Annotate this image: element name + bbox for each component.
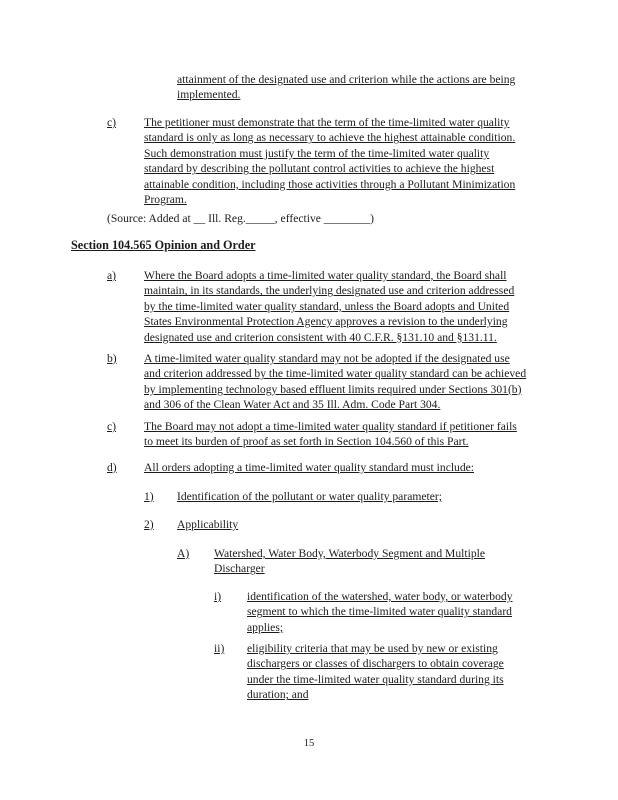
page-number: 15: [303, 738, 315, 749]
text-line: The petitioner must demonstrate that the term of the time-limited water quality: [144, 116, 510, 129]
text-line: under the time-limited water quality standard during its: [247, 672, 504, 686]
text-line: The Board may not adopt a time-limited water quality standard if petitioner fails: [144, 420, 517, 433]
text-line: States Environmental Protection Agency approves a revision to the underlying: [144, 315, 508, 329]
text-line: eligibility criteria that may be used by new or existing: [247, 642, 498, 655]
text-line: designated use and criterion consistent with 40 C.F.R. §131.10 and §131.11.: [144, 330, 497, 344]
continuation-text: [177, 72, 515, 103]
text-line: implemented.: [177, 88, 241, 102]
text-line: by implementing technology based effluent limits required under Sections 301(b): [144, 382, 522, 396]
item-d-label: d): [107, 461, 117, 474]
item-c-text: [144, 419, 517, 450]
text-line: to meet its burden of proof as set forth in Section 104.560 of this Part.: [144, 435, 469, 449]
text-line: identification of the watershed, water body, or waterbody: [247, 590, 513, 603]
para-c-text: [144, 115, 515, 207]
text-line: segment to which the time-limited water quality standard: [247, 605, 512, 619]
item-b-text: [144, 351, 526, 413]
section-heading: Section 104.565 Opinion and Order: [71, 238, 256, 252]
item-a-text: [144, 268, 514, 345]
item-c-label: c): [107, 420, 117, 433]
sub-1-text: Identification of the pollutant or water quality parameter;: [177, 490, 442, 503]
sub-a-text: [214, 546, 485, 577]
sub-i-text: [247, 589, 513, 635]
text-line: Where the Board adopts a time-limited water quality standard, the Board shall: [144, 269, 507, 282]
text-line: by the time-limited water quality standard, unless the Board adopts and United: [144, 299, 510, 313]
text-line: and criterion addressed by the time-limited water quality standard can be achieved: [144, 367, 527, 381]
sub-ii-label: ii): [214, 642, 225, 655]
sub-i-label: i): [214, 590, 222, 603]
item-a-label: a): [107, 269, 117, 282]
sub-2-label: 2): [144, 518, 154, 531]
text-line: maintain, in its standards, the underlying designated use and criterion addressed: [144, 284, 515, 298]
text-line: attainable condition, including those activities through a Pollutant Minimization: [144, 177, 516, 191]
text-line: Program.: [144, 193, 187, 207]
sub-1-label: 1): [144, 490, 154, 503]
text-line: A time-limited water quality standard may not be adopted if the designated use: [144, 352, 510, 365]
item-b-label: b): [107, 352, 117, 365]
sub-2-text: Applicability: [177, 518, 239, 531]
sub-a-label: A): [177, 547, 190, 560]
text-line: duration; and: [247, 688, 309, 702]
text-line: attainment of the designated use and criterion while the actions are being: [177, 73, 516, 86]
text-line: standard by describing the pollutant control activities to achieve the highest: [144, 162, 495, 176]
text-line: dischargers or classes of dischargers to obtain coverage: [247, 657, 504, 671]
source-note: (Source: Added at __ Ill. Reg._____, effective ________): [107, 212, 375, 225]
para-c-label: c): [107, 116, 117, 129]
text-line: standard is only as long as necessary to achieve the highest attainable condition.: [144, 131, 516, 145]
sub-ii-text: [247, 641, 504, 703]
text-line: Such demonstration must justify the term of the time-limited water quality: [144, 146, 490, 160]
text-line: All orders adopting a time-limited water quality standard must include:: [144, 461, 475, 474]
text-line: applies;: [247, 620, 284, 634]
text-line: Discharger: [214, 562, 265, 576]
text-line: and 306 of the Clean Water Act and 35 Ill. Adm. Code Part 304.: [144, 398, 441, 412]
text-line: Watershed, Water Body, Waterbody Segment and Multiple: [214, 547, 485, 560]
item-d-text: [144, 460, 474, 475]
